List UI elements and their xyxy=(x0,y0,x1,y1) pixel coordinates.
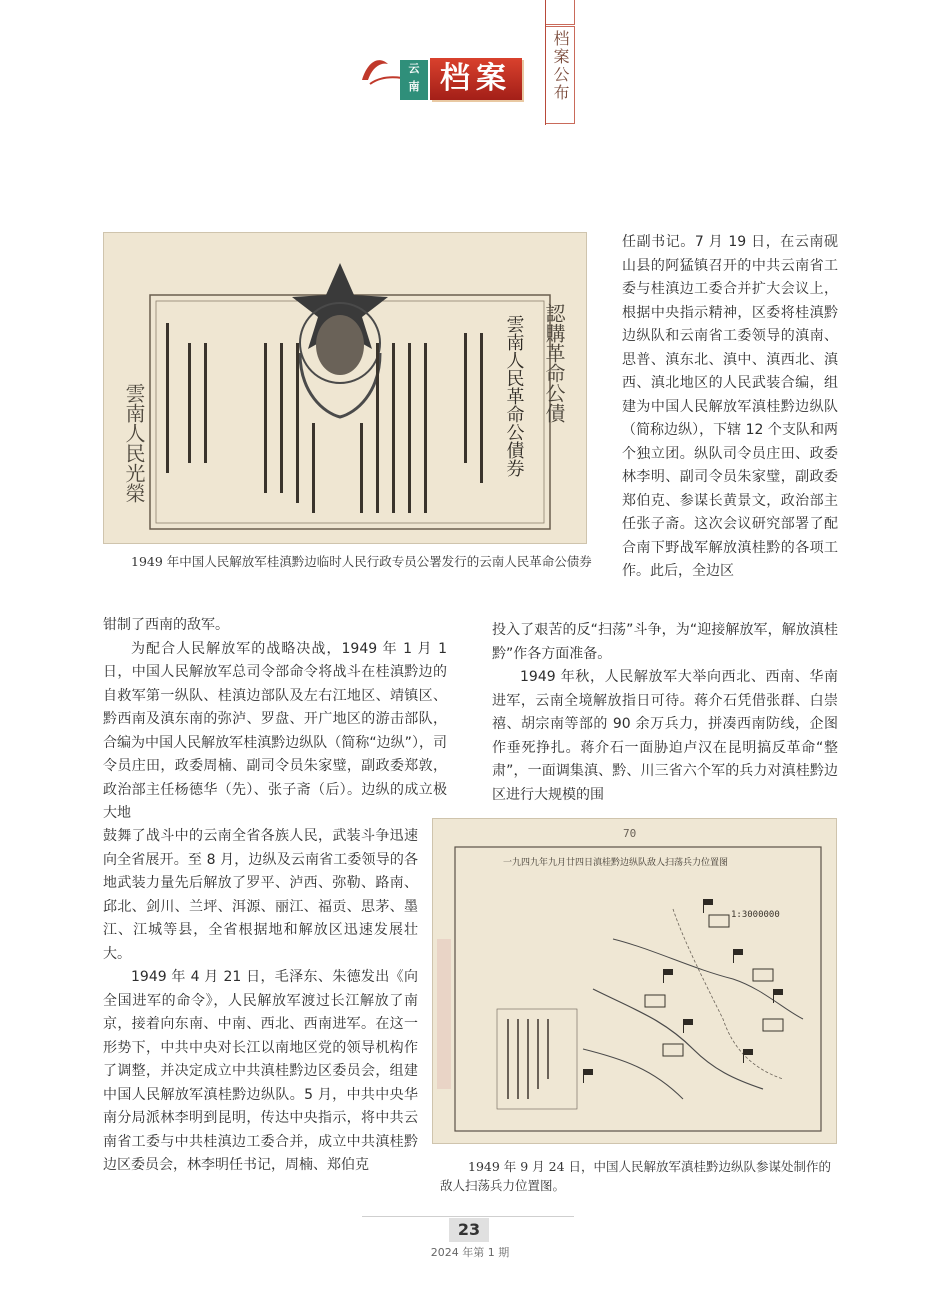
right-main-paragraph-1: 投入了艰苦的反“扫荡”斗争，为“迎接解放军，解放滇桂黔”作各方面准备。 xyxy=(492,622,838,662)
bond-bottom-title: 雲南人民光榮 xyxy=(122,383,146,503)
bond-side-title: 認購革命公債 xyxy=(542,303,566,423)
bond-certificate-image xyxy=(103,232,587,544)
logo-region-line2: 南 xyxy=(408,80,420,93)
left-paragraph-3: 鼓舞了战斗中的云南全省各族人民，武装斗争迅速向全省展开。至 8 月，边纵及云南省工委领导的各地武装力量先后解放了罗平、泸西、弥勒、路南、邱北、剑川、兰坪、洱源、丽江、福贡、思茅、墨江、江城等县，全省根据地和解放区迅速发展壮大。 xyxy=(103,828,418,962)
left-paragraph-2: 为配合人民解放军的战略决战，1949 年 1 月 1 日，中国人民解放军总司令部命令将战斗在桂滇黔边的自救军第一纵队、桂滇边部队及左右江地区、靖镇区、黔西南及滇东南的弥泸、罗盘、开广地区的游击部队，合编为中国人民解放军桂滇黔边纵队（简称“边纵”），司令员庄田，政委周楠、副司令员朱家璧，副政委郑敦，政治部主任杨德华（先）、张子斋（后）。边纵的成立极大地 xyxy=(103,640,447,821)
figure2-caption-text: 1949 年 9 月 24 日，中国人民解放军滇桂黔边纵队参谋处制作的敌人扫荡兵力位置图。 xyxy=(440,1159,832,1193)
bond-doc-title: 雲南人民革命公債券 xyxy=(503,315,525,477)
right-column-main xyxy=(492,619,838,807)
map-corner-mark: 70 xyxy=(623,827,637,840)
map-scale: 1:3000000 xyxy=(731,910,780,920)
issue-label: 2024 年第 1 期 xyxy=(430,1246,510,1259)
left-column-lower xyxy=(103,825,418,1178)
logo-title: 档案 xyxy=(430,58,522,100)
map-title: 一九四九年九月廿四日滇桂黔边纵队敌人扫荡兵力位置图 xyxy=(503,858,729,868)
footer-divider xyxy=(362,1216,574,1217)
right-main-paragraph-2: 1949 年秋，人民解放军大举向西北、西南、华南进军，云南全境解放指日可待。蒋介石凭借张群、白崇禧、胡宗南等部的 90 余万兵力，拼凑西南防线，企图作垂死挣扎。蒋介石一面胁迫卢汉在昆明搞反革命“整肃”，一面调集滇、黔、川三省六个军的兵力对滇桂黔边区进行大规模的围 xyxy=(492,669,838,803)
right-column-top xyxy=(622,231,838,584)
section-label: 档案公布 xyxy=(551,30,570,102)
section-tab-top xyxy=(546,0,575,25)
left-paragraph-1: 钳制了西南的敌军。 xyxy=(103,617,229,633)
figure1-caption xyxy=(103,552,595,571)
left-paragraph-4: 1949 年 4 月 21 日，毛泽东、朱德发出《向全国进军的命令》，人民解放军渡过长江解放了南京，接着向东南、中南、西北、西南进军。在这一形势下，中共中央对长江以南地区党的领导机构作了调整，并决定成立中共滇桂黔边区委员会，组建中国人民解放军滇桂黔边纵队。5 月，中共中央华南分局派林李明到昆明，传达中央指示，将中共云南省工委与中共桂滇边工委合并，成立中共滇桂黔边区委员会，林李明任书记，周楠、郑伯克 xyxy=(103,969,418,1173)
logo-region-badge xyxy=(400,60,428,100)
page-number: 23 xyxy=(449,1218,489,1242)
enemy-position-map-image xyxy=(432,818,837,1144)
left-column-top xyxy=(103,614,447,826)
right-top-paragraph: 任副书记。7 月 19 日，在云南砚山县的阿猛镇召开的中共云南省工委与桂滇边工委合并扩大会议上，根据中央指示精神，区委将桂滇黔边纵队和云南省工委领导的滇南、思普、滇东北、滇中、滇西北、滇西、滇北地区的人民武装合编，组建为中国人民解放军滇桂黔边纵队（简称边纵），下辖 12 个支队和两个独立团。纵队司令员庄田、政委林李明、副司令员朱家璧，副政委郑伯克、参谋长黄景文，政治部主任张子斋。这次会议研究部署了配合南下野战军解放滇桂黔的各项工作。此后，全边区 xyxy=(622,234,838,579)
figure1-caption-text: 1949 年中国人民解放军桂滇黔边临时人民行政专员公署发行的云南人民革命公债券 xyxy=(131,554,592,569)
logo-region-line1: 云 xyxy=(408,62,420,75)
figure2-caption xyxy=(440,1157,840,1195)
